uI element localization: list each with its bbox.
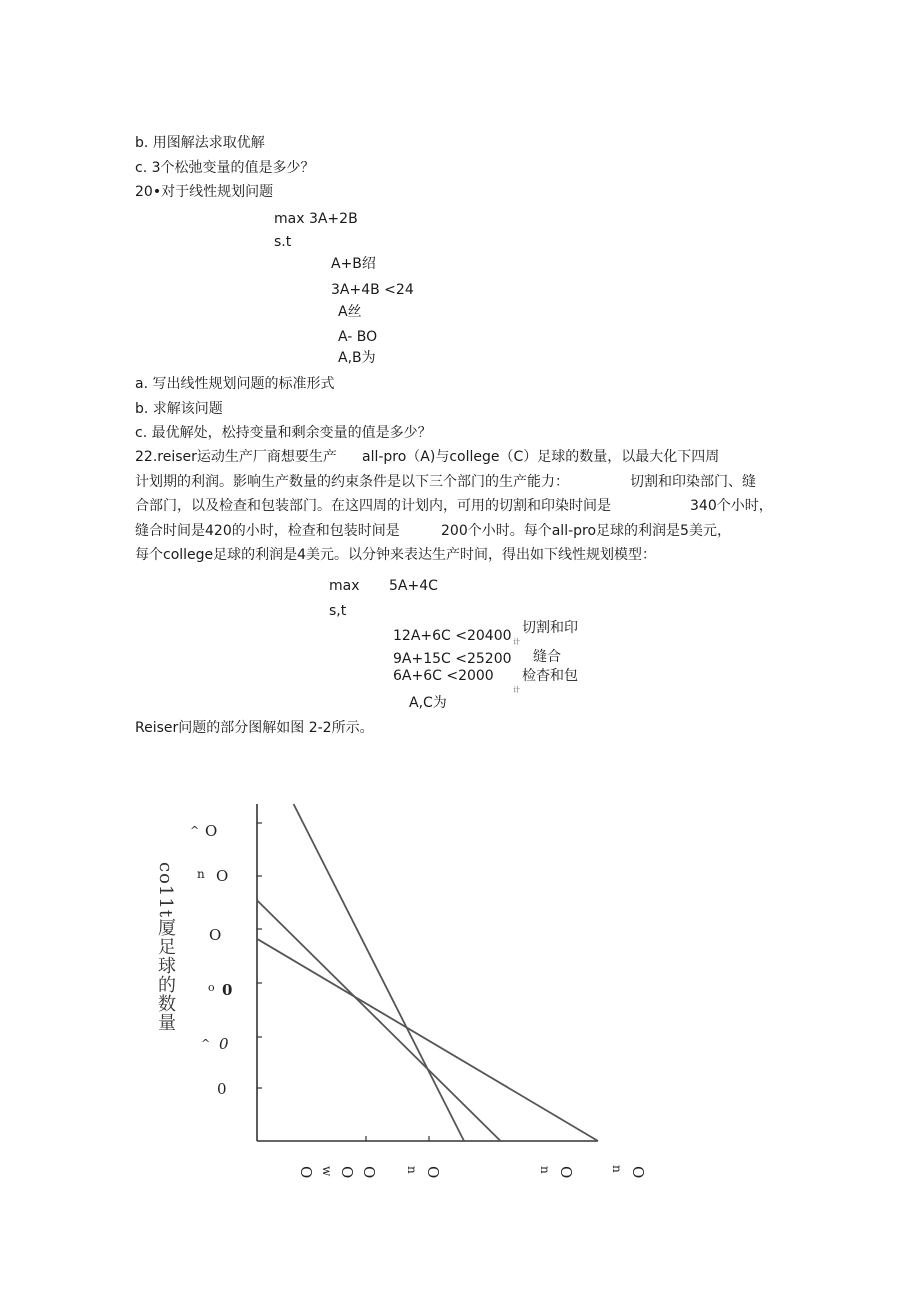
- lp2-nonnegativity: A,C为: [409, 695, 447, 711]
- lp1-nonnegativity: A,B为: [338, 350, 376, 366]
- x-tick-label: O: [360, 1166, 378, 1180]
- lp1-objective: max 3A+2B: [274, 211, 358, 227]
- question-20a: a. 写出线性规划问题的标准形式: [135, 376, 335, 392]
- x-tick-label: O: [629, 1166, 647, 1180]
- question-19b: b. 用图解法求取优解: [135, 135, 265, 151]
- y-tick-label: 0: [219, 1035, 229, 1053]
- lp2-subject-to: s,t: [329, 603, 347, 619]
- lp2-constraint-3-subnote: 计: [513, 686, 520, 694]
- constraint-line-1: [294, 804, 465, 1141]
- q22-line1b: all-pro（A)与college（C）足球的数量，以最大化下四周: [362, 449, 720, 465]
- y-tick-label: O: [205, 822, 218, 840]
- question-20b: b. 求解该问题: [135, 401, 223, 417]
- lp2-constraint-1: 12A+6C <20400: [393, 628, 512, 644]
- figure-caption: Reiser问题的部分图解如图 2-2所示。: [135, 720, 374, 736]
- lp2-constraint-3: 6A+6C <2000: [393, 668, 494, 684]
- lp1-constraint-4: A- BO: [338, 329, 378, 345]
- y-tick-label: n: [197, 867, 205, 881]
- y-tick-label: ^: [190, 824, 200, 837]
- q22-line2b: 切割和印染部门、缝: [630, 474, 756, 490]
- y-tick-label: O: [216, 867, 229, 885]
- question-20-heading: 20•对于线性规划问题: [135, 184, 274, 200]
- x-tick-label: n: [405, 1166, 419, 1175]
- constraint-line-2: [257, 939, 598, 1141]
- x-tick-label: O: [338, 1166, 356, 1180]
- q22-line4a: 缝合时间是420的小时，检查和包装时间是: [135, 523, 400, 539]
- lp2-objective: 5A+4C: [389, 578, 438, 594]
- lp1-constraint-2: 3A+4B <24: [331, 282, 414, 298]
- y-tick-label: 0: [222, 981, 233, 999]
- lp1-subject-to: s.t: [274, 234, 292, 250]
- question-20c: c. 最优解处，松持变量和剩余变量的值是多少？: [135, 425, 432, 441]
- y-tick-label: o: [208, 981, 215, 994]
- lp1-constraint-3: A丝: [338, 304, 362, 320]
- q22-line3a: 合部门，以及检查和包装部门。在这四周的计划内，可用的切割和印染时间是: [135, 498, 611, 514]
- question-19c: c. 3个松弛变量的值是多少？: [135, 160, 315, 176]
- q22-line4b: 200个小时。每个all-pro足球的利润是5美元，: [441, 523, 731, 539]
- x-tick-label: n: [538, 1166, 552, 1175]
- x-tick-label: O: [557, 1166, 575, 1180]
- chart-y-axis-label: co11t厦足球的数量: [155, 862, 176, 1033]
- y-tick-label: O: [209, 926, 222, 944]
- q22-line1a: 22.reiser运动生产厂商想要生产: [135, 449, 337, 465]
- lp2-constraint-2-note: 缝合: [533, 649, 561, 665]
- x-tick-label: n: [610, 1165, 624, 1174]
- y-tick-label: ^: [201, 1037, 211, 1050]
- lp2-max: max: [329, 578, 360, 594]
- q22-line5: 每个college足球的利润是4美元。以分钟来表达生产时间，得出如下线性规划模型：: [135, 547, 657, 563]
- lp2-constraint-1-subnote: 计: [513, 638, 520, 646]
- constraint-line-3: [257, 900, 501, 1141]
- lp2-constraint-1-note: 切割和印: [522, 620, 578, 636]
- lp2-constraint-3-note: 检杳和包: [522, 668, 578, 684]
- q22-line2a: 计划期的利润。影响生产数量的约束条件是以下三个部门的生产能力：: [135, 474, 569, 490]
- lp1-constraint-1: A+B绍: [331, 256, 376, 272]
- x-tick-label: w: [320, 1166, 334, 1178]
- y-tick-label: 0: [217, 1080, 227, 1098]
- x-tick-label: O: [297, 1166, 315, 1180]
- x-tick-label: O: [424, 1166, 442, 1180]
- q22-line3b: 340个小时，: [690, 498, 773, 514]
- lp2-constraint-2: 9A+15C <25200: [393, 651, 512, 667]
